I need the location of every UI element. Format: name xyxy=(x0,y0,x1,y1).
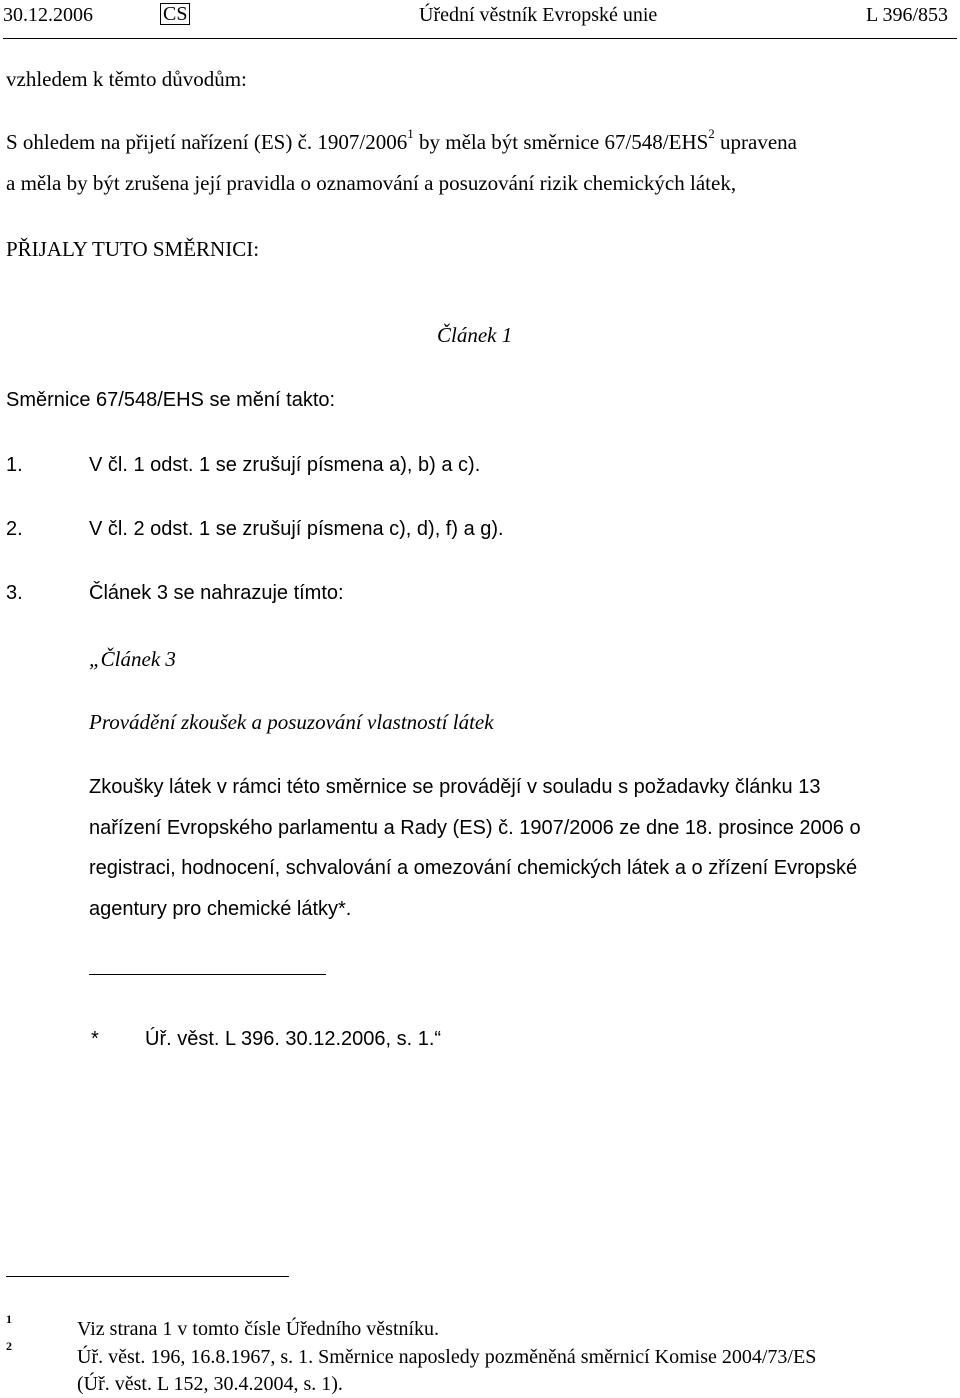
footnote-ref-2: 2 xyxy=(708,126,715,141)
quoted-text-line: registraci, hodnocení, schvalování a omezování chemických látek a o zřízení Evropské xyxy=(89,857,858,879)
header-page-ref: L 396/853 xyxy=(866,4,949,26)
footnote-text: (Úř. věst. L 152, 30.4.2004, s. 1). xyxy=(77,1373,343,1395)
footnote-text: Viz strana 1 v tomto čísle Úředního věstníku. xyxy=(77,1318,440,1340)
item-number: 3. xyxy=(6,582,23,604)
header-language: CS xyxy=(160,3,190,25)
inner-footnote-text: Úř. věst. L 396. 30.12.2006, s. 1.“ xyxy=(145,1028,442,1050)
recital-text-a: S ohledem na přijetí nařízení (ES) č. 1907/2006 xyxy=(6,130,408,154)
item-number: 2. xyxy=(6,518,23,540)
item-number: 1. xyxy=(6,454,23,476)
footnote-text: Úř. věst. 196, 16.8.1967, s. 1. Směrnice naposledy pozměněná směrnicí Komise 2004/73/ES xyxy=(77,1346,817,1368)
amend-intro: Směrnice 67/548/EHS se mění takto: xyxy=(6,389,336,411)
inner-footnote-mark: * xyxy=(91,1028,99,1050)
article-title: Článek 1 xyxy=(437,323,513,347)
recital-text-b: by měla být směrnice 67/548/EHS xyxy=(413,130,709,154)
footnote-ref-1: 1 xyxy=(407,126,414,141)
recital-text-c: upravena xyxy=(714,130,798,154)
quoted-text-line: Zkoušky látek v rámci této směrnice se provádějí v souladu s požadavky článku 13 xyxy=(89,776,821,798)
quoted-article-title: „Článek 3 xyxy=(89,647,176,671)
quoted-text-line: nařízení Evropského parlamentu a Rady (ES) č. 1907/2006 ze dne 18. prosince 2006 o xyxy=(89,817,861,839)
item-text: V čl. 2 odst. 1 se zrušují písmena c), d), f) a g). xyxy=(89,518,504,540)
recital-intro: vzhledem k těmto důvodům: xyxy=(6,67,247,91)
footnote-number: 2 xyxy=(6,1339,12,1353)
recital-line-1 xyxy=(6,126,798,155)
header-rule xyxy=(3,38,957,39)
recital-line-2: a měla by být zrušena její pravidla o oznamování a posuzování rizik chemických látek, xyxy=(6,171,737,195)
header-journal: Úřední věstník Evropské unie xyxy=(419,4,658,26)
item-text: Článek 3 se nahrazuje tímto: xyxy=(89,582,344,604)
item-text: V čl. 1 odst. 1 se zrušují písmena a), b) a c). xyxy=(89,454,481,476)
footnote-number: 1 xyxy=(6,1312,12,1326)
adopted-statement: PŘIJALY TUTO SMĚRNICI: xyxy=(6,237,260,261)
quoted-article-heading: Provádění zkoušek a posuzování vlastností látek xyxy=(89,710,494,734)
inner-footnote-rule xyxy=(89,974,326,975)
footnote-rule xyxy=(6,1276,289,1277)
header-date: 30.12.2006 xyxy=(3,4,93,26)
quoted-text-line: agentury pro chemické látky*. xyxy=(89,898,352,920)
